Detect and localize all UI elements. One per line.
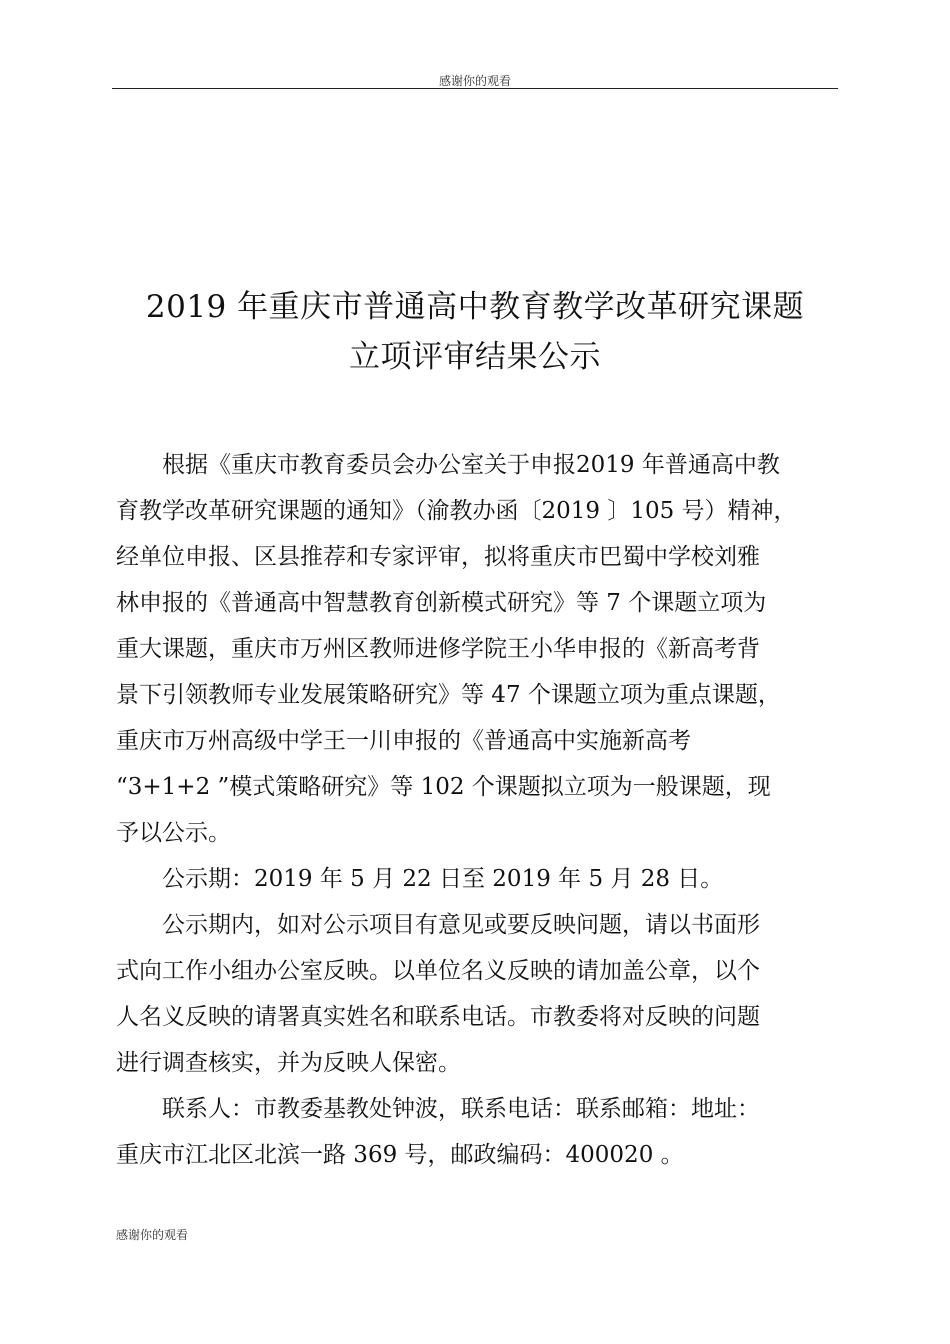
text-line: 根据《重庆市教育委员会办公室关于申报2019 年普通高中教: [116, 452, 780, 478]
text-line: 重庆市江北区北滨一路 369 号，邮政编码：400020 。: [116, 1142, 684, 1168]
text-line: 式向工作小组办公室反映。以单位名义反映的请加盖公章，以个: [116, 958, 760, 984]
text-line: 进行调查核实，并为反映人保密。: [116, 1050, 461, 1076]
page-header: 感谢你的观看: [438, 74, 511, 88]
document-title: [112, 282, 838, 382]
header-divider: [112, 88, 838, 89]
text-line: “3+1+2 ”模式策略研究》等 102 个课题拟立项为一般课题，现: [116, 774, 771, 800]
paragraph-feedback: [116, 902, 838, 1086]
page-footer: 感谢你的观看: [116, 1228, 189, 1242]
paragraph-publicity-period: [116, 856, 838, 902]
text-line: 人名义反映的请署真实姓名和联系电话。市教委将对反映的问题: [116, 1004, 760, 1030]
text-line: 联系人：市教委基教处钟波，联系电话：联系邮箱：地址：: [116, 1096, 760, 1122]
text-line: 林申报的《普通高中智慧教育创新模式研究》等 7 个课题立项为: [116, 590, 767, 616]
text-line: 重庆市万州高级中学王一川申报的《普通高中实施新高考: [116, 728, 691, 754]
paragraph-announcement: [116, 442, 838, 856]
text-line: 公示期：2019 年 5 月 22 日至 2019 年 5 月 28 日。: [116, 866, 724, 892]
text-line: 重大课题，重庆市万州区教师进修学院王小华申报的《新高考背: [116, 636, 760, 662]
title-line-2: 立项评审结果公示: [349, 339, 601, 375]
text-line: 景下引领教师专业发展策略研究》等 47 个课题立项为重点课题，: [116, 682, 781, 708]
text-line: 育教学改革研究课题的通知》（渝教办函〔2019 〕105 号）精神，: [116, 498, 797, 524]
text-line: 予以公示。: [116, 820, 231, 846]
text-line: 经单位申报、区县推荐和专家评审，拟将重庆市巴蜀中学校刘雅: [116, 544, 760, 570]
title-line-1: 2019 年重庆市普通高中教育教学改革研究课题: [145, 289, 805, 325]
document-body: [116, 442, 838, 1178]
paragraph-contact: [116, 1086, 838, 1178]
text-line: 公示期内，如对公示项目有意见或要反映问题，请以书面形: [116, 912, 760, 938]
